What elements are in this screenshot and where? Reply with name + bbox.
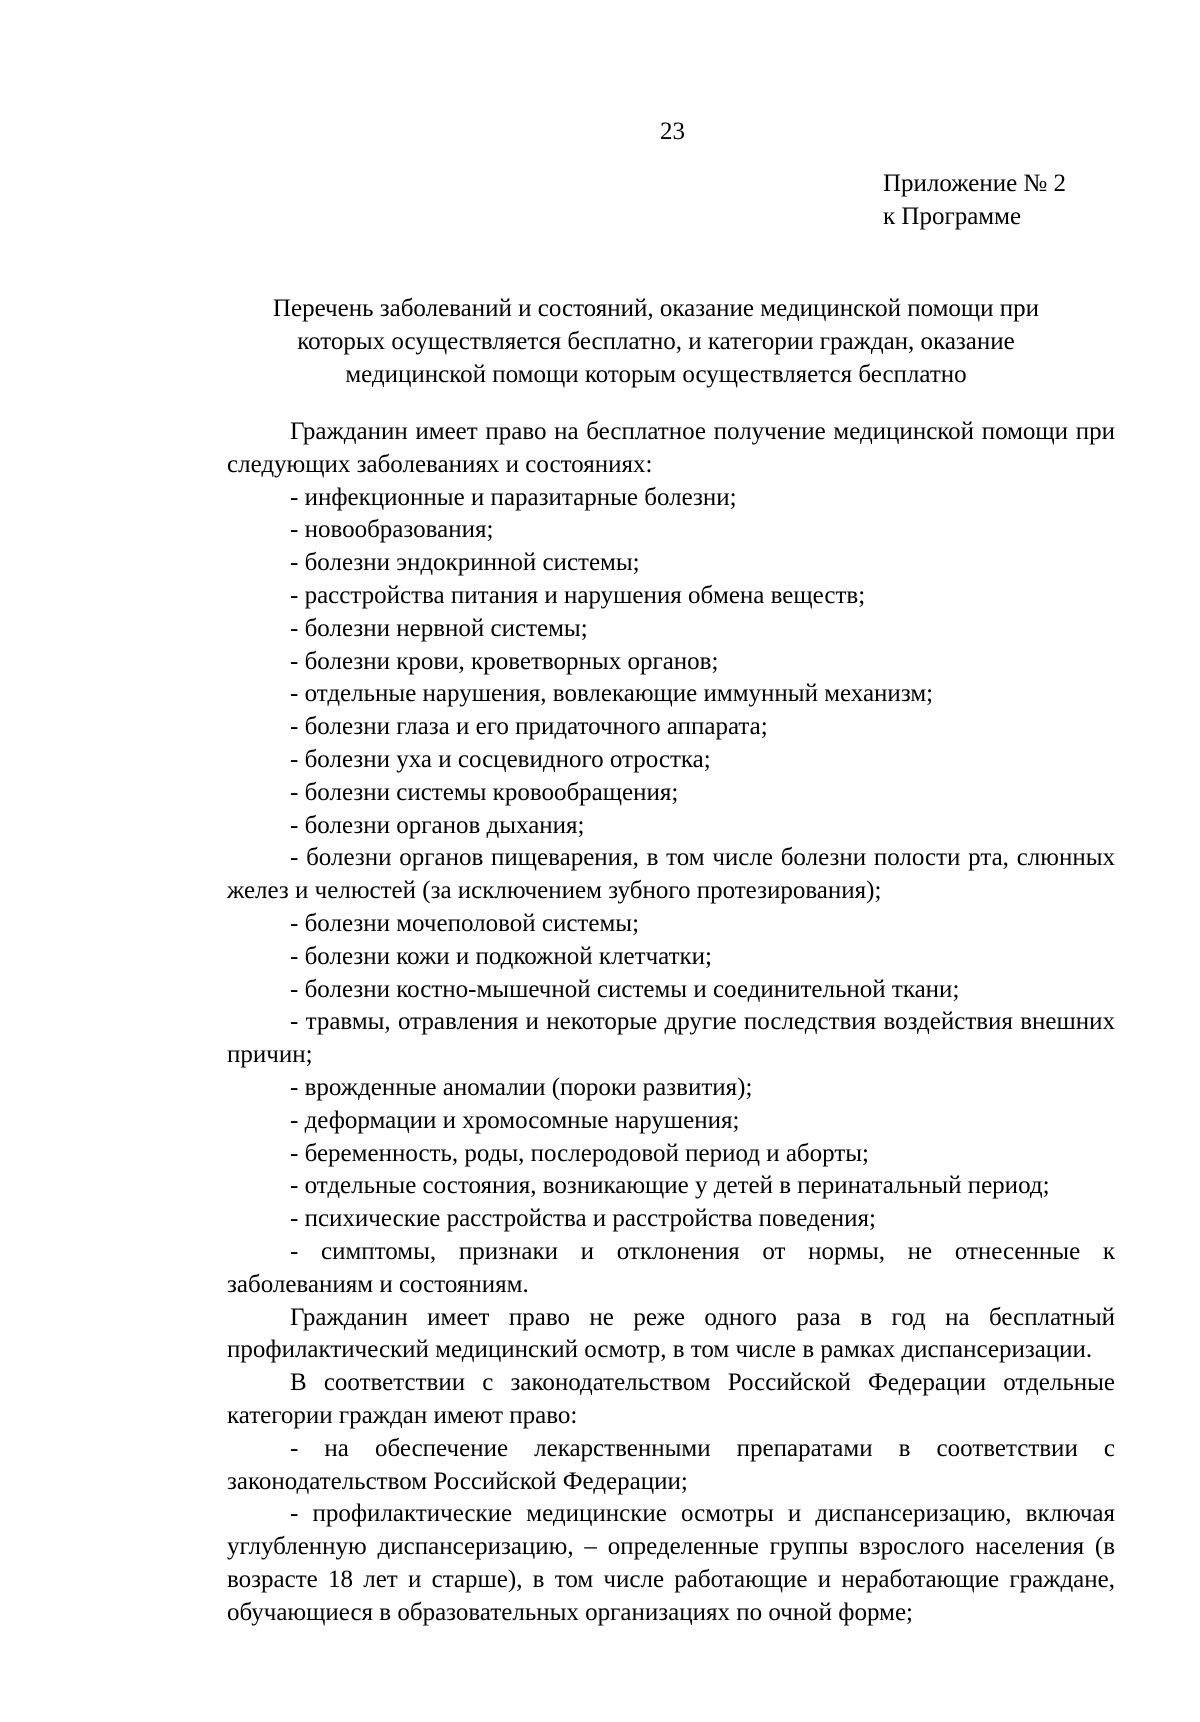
list-item: - болезни нервной системы; [290, 614, 588, 642]
list-item: - симптомы, признаки и отклонения от нормы, не отнесенные к заболеваниям и состояниям. [227, 1237, 1115, 1298]
page-number: 23 [660, 118, 685, 145]
list-item: - психические расстройства и расстройства поведения; [290, 1205, 876, 1233]
list-item: - отдельные состояния, возникающие у детей в перинатальный период; [290, 1172, 1050, 1200]
list-item: - отдельные нарушения, вовлекающие иммунный механизм; [290, 680, 934, 708]
categories-paragraph: В соответствии с законодательством Российской Федерации отдельные категории граждан имеют право: [227, 1369, 1115, 1429]
list-item: - инфекционные и паразитарные болезни; [290, 483, 737, 511]
document-title [200, 292, 1112, 391]
list-item: - болезни эндокринной системы; [290, 549, 640, 577]
appendix-reference [883, 167, 1066, 233]
appendix-line-1: Приложение № 2 [883, 170, 1067, 197]
list-item: - болезни мочеполовой системы; [290, 909, 640, 937]
title-line-3: медицинской помощи которым осуществляется бесплатно [345, 361, 967, 388]
list-item: - болезни органов пищеварения, в том числе болезни полости рта, слюнных желез и челюстей (за исключением зубного протезирования); [227, 844, 1115, 905]
list-item: - профилактические медицинские осмотры и диспансеризацию, включая углубленную диспансеризацию, – определенные группы взрослого населения (в возрасте 18 лет и старше), в том числе работающие и неработающие граждане, обучающиеся в образовательных организациях по очной форме; [227, 1500, 1115, 1626]
list-item: - на обеспечение лекарственными препаратами в соответствии с законодательством Российской Федерации; [227, 1434, 1115, 1495]
intro-paragraph: Гражданин имеет право на бесплатное получение медицинской помощи при следующих заболеваниях и состояниях: [227, 418, 1115, 478]
list-item: - новообразования; [290, 516, 494, 544]
appendix-line-2: к Программе [883, 203, 1022, 230]
checkup-paragraph: Гражданин имеет право не реже одного раза в год на бесплатный профилактический медицинский осмотр, в том числе в рамках диспансеризации. [227, 1303, 1115, 1364]
title-line-2: которых осуществляется бесплатно, и категории граждан, оказание [297, 328, 1015, 355]
list-item: - беременность, роды, послеродовой период и аборты; [290, 1139, 869, 1167]
list-item: - болезни системы кровообращения; [290, 778, 679, 806]
list-item: - болезни крови, кроветворных органов; [290, 647, 719, 675]
list-item: - болезни глаза и его придаточного аппарата; [290, 713, 768, 741]
document-body [227, 416, 1115, 1629]
title-line-1: Перечень заболеваний и состояний, оказание медицинской помощи при [272, 295, 1040, 322]
list-item: - расстройства питания и нарушения обмена веществ; [290, 581, 866, 609]
list-item: - болезни костно-мышечной системы и соединительной ткани; [290, 975, 960, 1003]
list-item: - травмы, отравления и некоторые другие последствия воздействия внешних причин; [227, 1008, 1115, 1069]
list-item: - врожденные аномалии (пороки развития); [290, 1073, 753, 1101]
list-item: - болезни кожи и подкожной клетчатки; [290, 942, 712, 970]
list-item: - болезни уха и сосцевидного отростка; [290, 745, 711, 773]
list-item: - болезни органов дыхания; [290, 811, 585, 839]
list-item: - деформации и хромосомные нарушения; [290, 1106, 740, 1134]
